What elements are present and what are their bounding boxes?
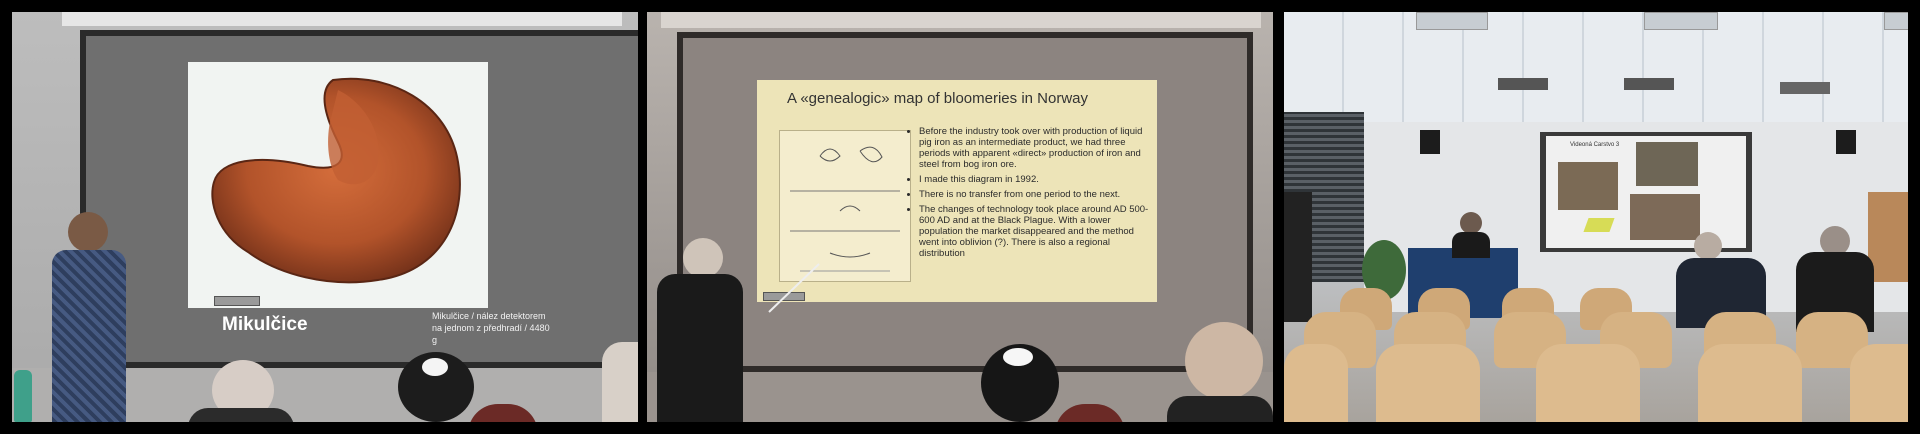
screen-title: Videoná Carstvo 3 <box>1570 142 1620 148</box>
slide-bullet: • Before the industry took over with production of liquid pig iron as an intermediate product, we had three periods with apparent «direct» production of iron and steel from bog iron ore. <box>919 126 1153 170</box>
audience-head <box>1694 232 1722 260</box>
iron-bloom-image <box>188 62 488 308</box>
slide-caption: Mikulčice <box>222 314 308 335</box>
audience-shoulders <box>1167 396 1273 422</box>
slide-title: A «genealogic» map of bloomeries in Norway <box>787 90 1089 107</box>
ceiling-light <box>1884 12 1908 30</box>
chair <box>1284 344 1348 422</box>
chair <box>1536 344 1640 422</box>
hair-bow <box>422 358 448 376</box>
photo-panel-middle <box>647 12 1273 422</box>
presenter-head <box>68 212 108 252</box>
slide-photo <box>1630 194 1700 240</box>
photo-panel-left <box>12 12 638 422</box>
ceiling-vent <box>1498 78 1548 90</box>
presenter-head <box>683 238 723 278</box>
slide-note: Mikulčice / nález detektorem na jednom z předhradí / 4480 g <box>432 311 550 345</box>
water-bottle <box>14 370 32 422</box>
audience-shoulders <box>188 408 294 422</box>
slide-bullet: • There is no transfer from one period to the next. <box>919 189 1153 200</box>
projected-slide <box>1546 136 1746 248</box>
slide-photo <box>1636 142 1698 186</box>
presenter-head <box>1460 212 1482 234</box>
ceiling <box>1284 12 1908 122</box>
ceiling-strip <box>62 12 622 26</box>
ceiling-vent <box>1780 82 1830 94</box>
ceiling-light <box>1416 12 1488 30</box>
slide-bullet: • The changes of technology took place around AD 500-600 AD and at the Black Plague. With a lower population the market disappeared and the method went into oblivion (?). There is also a regional distribution <box>919 204 1153 259</box>
photo-panel-right <box>1284 12 1908 422</box>
chair <box>1850 344 1908 422</box>
speaker <box>1836 130 1856 154</box>
cabinet <box>1868 192 1908 282</box>
audience-head-bald <box>1185 322 1263 400</box>
projected-slide <box>86 36 638 362</box>
presenter-body <box>1452 232 1490 258</box>
slide-photo <box>188 62 488 308</box>
speaker <box>1420 130 1440 154</box>
audience-head-partial <box>602 342 638 422</box>
chair <box>1376 344 1480 422</box>
presenter-body <box>657 274 743 422</box>
slide-bullet: • I made this diagram in 1992. <box>919 174 1153 185</box>
ceiling-vent <box>1624 78 1674 90</box>
presenter-body <box>52 250 126 422</box>
ceiling-light <box>1644 12 1718 30</box>
slide-highlight <box>1583 218 1614 232</box>
chair <box>1698 344 1802 422</box>
audience-person <box>1284 192 1312 322</box>
slide-photo <box>1558 162 1618 210</box>
slide-control-bar <box>214 296 260 306</box>
hair-bow <box>1003 348 1033 366</box>
